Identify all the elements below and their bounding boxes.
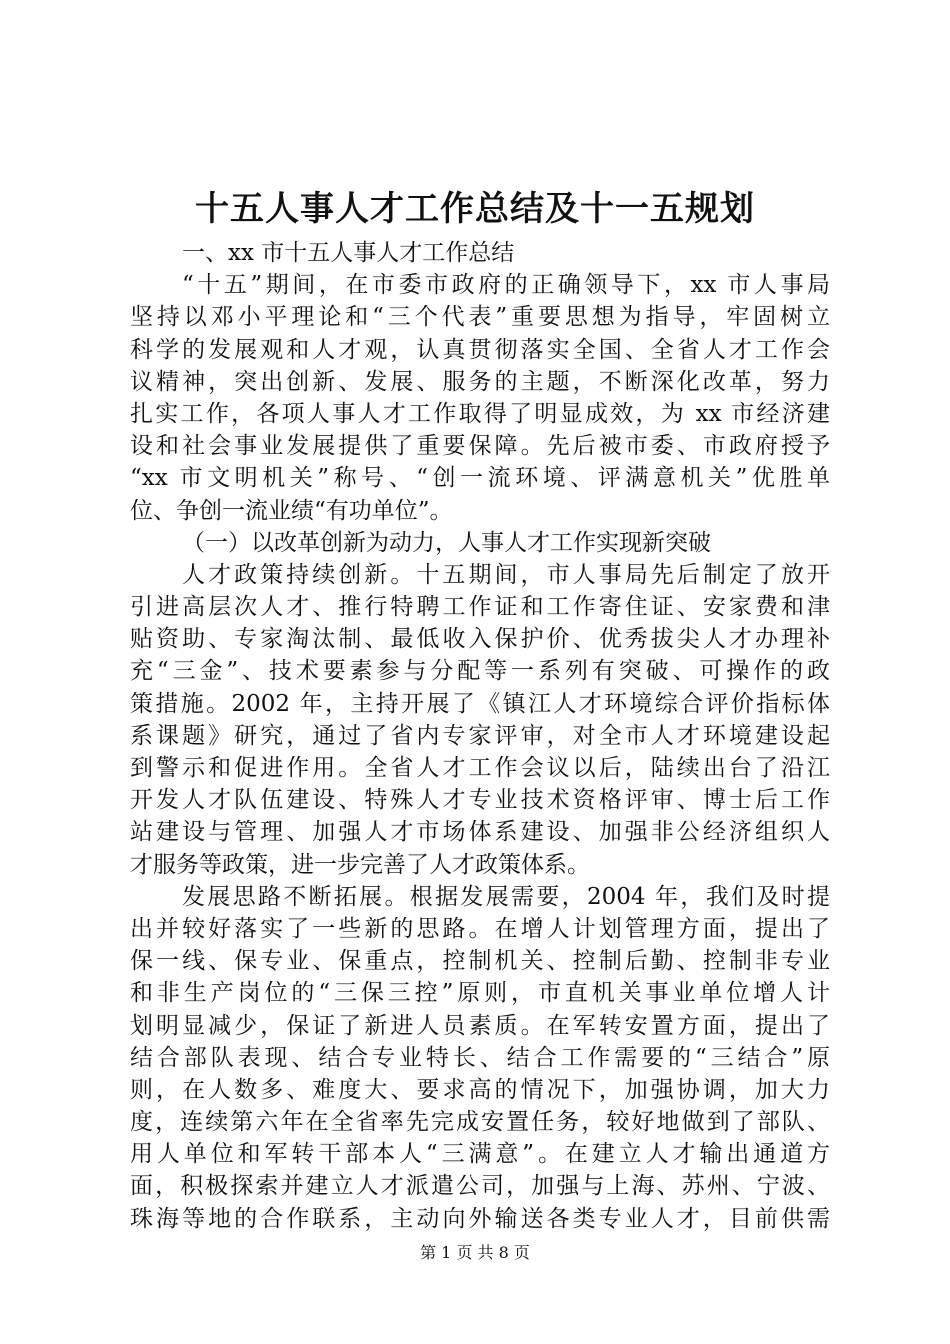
document-title: 十五人事人才工作总结及十一五规划: [195, 189, 755, 229]
paragraph-line: 结合部队表现、结合专业特长、结合工作需要的“三结合”原: [130, 1044, 830, 1071]
paragraph-line: 位、争创一流业绩“有功单位”。: [130, 497, 453, 524]
paragraph-line: 出并较好落实了一些新的思路。在增人计划管理方面，提出了: [130, 915, 830, 942]
paragraph-line: 保一线、保专业、保重点，控制机关、控制后勤、控制非专业: [130, 948, 830, 975]
paragraph-line: 系课题》研究，通过了省内专家评审，对全市人才环境建设起: [130, 722, 830, 749]
paragraph-line: 到警示和促进作用。全省人才工作会议以后，陆续出台了沿江: [130, 755, 830, 781]
paragraph-line: 和非生产岗位的“三保三控”原则，市直机关事业单位增人计: [130, 980, 830, 1007]
paragraph-line: 珠海等地的合作联系，主动向外输送各类专业人才，目前供需: [130, 1205, 830, 1232]
paragraph-line: 人才政策持续创新。十五期间，市人事局先后制定了放开: [182, 561, 830, 588]
paragraph-line: 策措施。2002 年，主持开展了《镇江人才环境综合评价指标体: [130, 690, 830, 717]
paragraph-line: 设和社会事业发展提供了重要保障。先后被市委、市政府授予: [130, 433, 830, 460]
page-number-footer: 第 1 页 共 8 页: [420, 1243, 530, 1262]
paragraph-line: 面，积极探索并建立人才派遣公司，加强与上海、苏州、宁波、: [130, 1173, 830, 1200]
paragraph-line: 用人单位和军转干部本人“三满意”。在建立人才输出通道方: [130, 1141, 830, 1168]
paragraph-line: 议精神，突出创新、发展、服务的主题，不断深化改革，努力: [130, 368, 830, 395]
paragraph-line: 充“三金”、技术要素参与分配等一系列有突破、可操作的政: [130, 658, 830, 685]
subsection-heading: （一）以改革创新为动力，人事人才工作实现新突破: [182, 529, 711, 556]
paragraph-line: 引进高层次人才、推行特聘工作证和工作寄住证、安家费和津: [130, 594, 830, 621]
paragraph-line: 才服务等政策，进一步完善了人才政策体系。: [130, 851, 590, 878]
paragraph-line: 科学的发展观和人才观，认真贯彻落实全国、全省人才工作会: [130, 336, 830, 363]
paragraph-line: 开发人才队伍建设、特殊人才专业技术资格评审、博士后工作: [130, 787, 830, 814]
paragraph-line: “十五”期间，在市委市政府的正确领导下，xx 市人事局: [182, 272, 830, 299]
paragraph-line: 扎实工作，各项人事人才工作取得了明显成效，为 xx 市经济建: [130, 400, 830, 427]
paragraph-line: 站建设与管理、加强人才市场体系建设、加强非公经济组织人: [130, 819, 830, 846]
paragraph-line: 贴资助、专家淘汰制、最低收入保护价、优秀拔尖人才办理补: [130, 626, 830, 653]
paragraph-line: “xx 市文明机关”称号、“创一流环境、评满意机关”优胜单: [130, 465, 830, 492]
paragraph-line: 则，在人数多、难度大、要求高的情况下，加强协调，加大力: [130, 1076, 830, 1103]
paragraph-line: 划明显减少，保证了新进人员素质。在军转安置方面，提出了: [130, 1012, 830, 1039]
paragraph-line: 度，连续第六年在全省率先完成安置任务，较好地做到了部队、: [130, 1109, 830, 1136]
paragraph-line: 发展思路不断拓展。根据发展需要，2004 年，我们及时提: [182, 883, 830, 910]
paragraph-line: 坚持以邓小平理论和“三个代表”重要思想为指导，牢固树立: [130, 304, 830, 331]
document-body: [130, 237, 830, 1235]
section-heading: 一、xx 市十五人事人才工作总结: [182, 240, 515, 266]
